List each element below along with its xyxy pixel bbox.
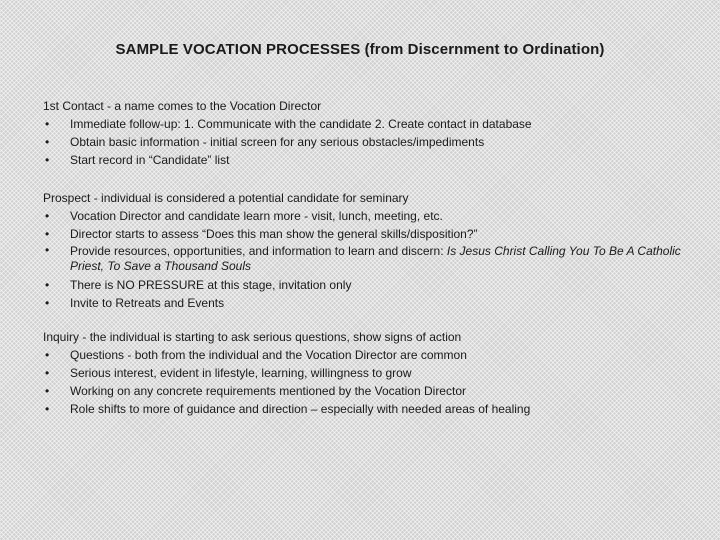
section-description: - individual is considered a potential candidate for seminary — [90, 191, 409, 205]
list-item-text: Obtain basic information - initial screen for any serious obstacles/impediments — [70, 135, 485, 149]
list-item — [43, 276, 683, 294]
bullet-list — [43, 346, 683, 418]
section-prospect — [43, 189, 683, 312]
section-description: - the individual is starting to ask serious questions, show signs of action — [79, 330, 462, 344]
list-item — [43, 400, 683, 418]
bullet-list — [43, 207, 683, 312]
bullet-icon: • — [45, 243, 50, 257]
list-item — [43, 115, 683, 133]
list-item-text: Immediate follow-up: 1. Communicate with the candidate 2. Create contact in database — [70, 117, 532, 131]
list-item — [43, 294, 683, 312]
bullet-icon: • — [45, 348, 50, 362]
list-item-text: Working on any concrete requirements mentioned by the Vocation Director — [70, 384, 466, 398]
bullet-icon: • — [45, 278, 50, 292]
section-name: Prospect — [43, 191, 91, 205]
section-heading — [43, 97, 683, 115]
bullet-icon: • — [45, 153, 50, 167]
bullet-icon: • — [45, 296, 50, 310]
list-item — [43, 207, 683, 225]
list-item — [43, 225, 683, 243]
bullet-icon: • — [45, 384, 50, 398]
section-inquiry — [43, 328, 683, 418]
section-heading — [43, 328, 683, 346]
list-item-text: Vocation Director and candidate learn more - visit, lunch, meeting, etc. — [70, 209, 443, 223]
bullet-icon: • — [45, 366, 50, 380]
bullet-list — [43, 115, 683, 169]
bullet-icon: • — [45, 135, 50, 149]
list-item-text: Director starts to assess “Does this man show the general skills/disposition?” — [70, 227, 478, 241]
list-item — [43, 346, 683, 364]
list-item — [43, 364, 683, 382]
bullet-icon: • — [45, 227, 50, 241]
section-first-contact — [43, 97, 683, 169]
list-item-text: Invite to Retreats and Events — [70, 296, 225, 310]
page-title: SAMPLE VOCATION PROCESSES (from Discernment to Ordination) — [115, 41, 605, 58]
list-item — [43, 151, 683, 169]
bullet-icon: • — [45, 117, 50, 131]
section-name: Inquiry — [43, 330, 80, 344]
bullet-icon: • — [45, 209, 50, 223]
list-item-text: Role shifts to more of guidance and direction – especially with needed areas of healing — [70, 402, 531, 416]
list-item-text: Questions - both from the individual and the Vocation Director are common — [70, 348, 467, 362]
section-name: 1st Contact — [43, 99, 104, 113]
list-item-text: There is NO PRESSURE at this stage, invitation only — [70, 278, 352, 292]
list-item-text: Serious interest, evident in lifestyle, learning, willingness to grow — [70, 366, 412, 380]
list-item-text: Start record in “Candidate” list — [70, 153, 230, 167]
list-item — [43, 133, 683, 151]
list-item-text: Provide resources, opportunities, and information to learn and discern: — [70, 244, 447, 258]
list-item — [43, 382, 683, 400]
resource-title: Is Jesus Christ Calling You To Be A Catholic Priest, To Save a Thousand Souls — [70, 244, 681, 273]
bullet-icon: • — [45, 402, 50, 416]
section-heading — [43, 189, 683, 207]
section-description: - a name comes to the Vocation Director — [103, 99, 322, 113]
list-item-resources — [43, 243, 683, 276]
